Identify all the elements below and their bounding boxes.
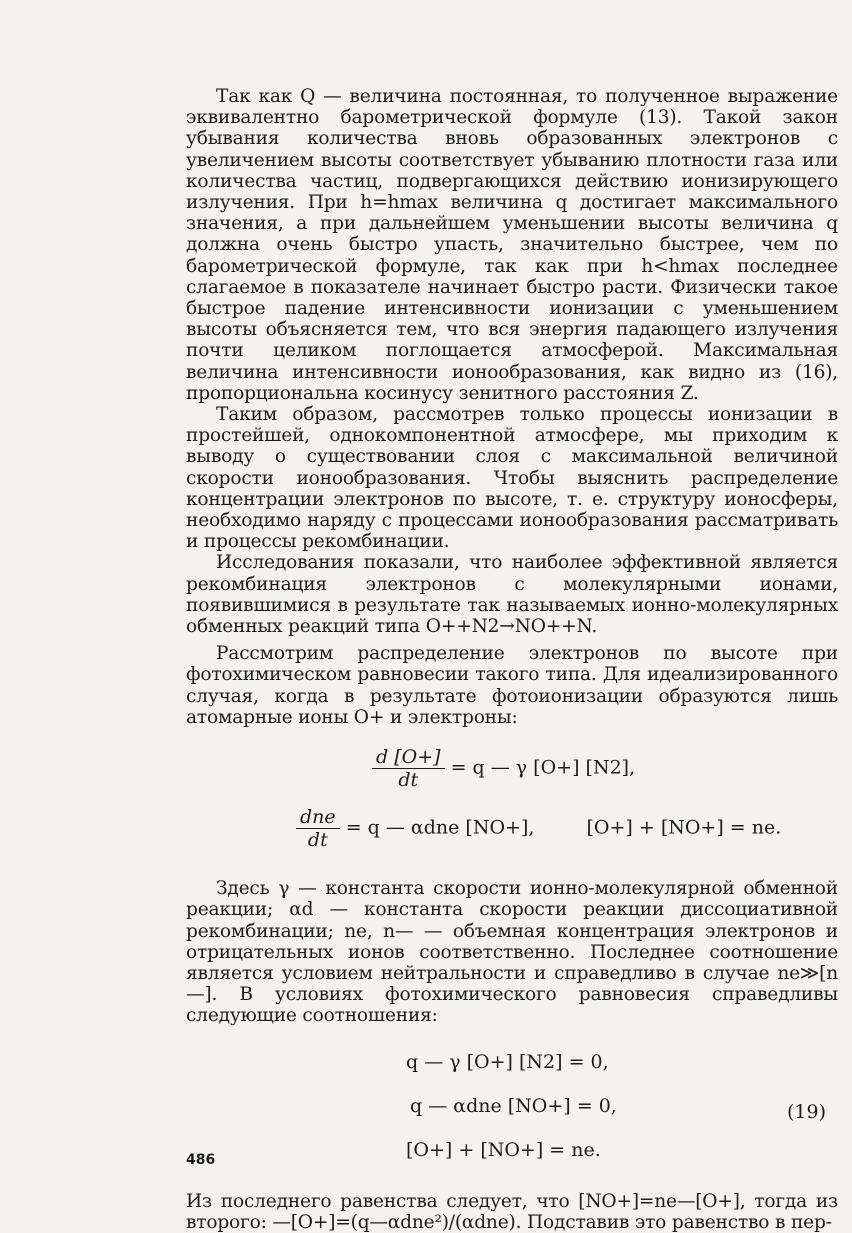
equation-2-condition: [O+] + [NO+] = ne.	[586, 816, 782, 839]
equation-1-rhs: = q — γ [O+] [N2],	[450, 756, 636, 779]
paragraph-6: Из последнего равенства следует, что [NO+]=ne—[O+], тогда из второго: —[O+]=(q—αdne²)/(αdne). Подставив это равенство в пер-	[186, 1190, 838, 1233]
paragraph-5: Здесь γ — константа скорости ионно-молекулярной обменной реакции; αd — константа скорости реакции диссоциативной рекомбинации; ne, n— — объемная концентрация электронов и отрицательных ионов соответственно. Последнее соотношение является условием нейтральности и справедливо в случае ne≫[n—]. В условиях фотохимического равновесия справедливы следующие соотношения:	[186, 878, 838, 1027]
equation-system-line-1: q — γ [O+] [N2] = 0,	[406, 1050, 609, 1073]
equation-1-numerator: d [O+]	[372, 746, 445, 769]
paragraph-4: Рассмотрим распределение электронов по высоте при фотохимическом равновесии такого типа. Для идеализированного случая, когда в результате фотоионизации образуются лишь атомарные ионы O+ и электроны:	[186, 643, 838, 728]
equation-2-rhs: = q — αdne [NO+],	[345, 816, 535, 839]
paragraph-1: Так как Q — величина постоянная, то полученное выражение эквивалентно барометрической формуле (13). Такой закон убывания количества вновь образованных электронов с увеличением высоты соответствует убыванию плотности газа или количества частиц, подвергающихся действию ионизирующего излучения. При h=hmax величина q достигает максимального значения, а при дальнейшем уменьшении высоты величина q должна очень быстро упасть, значительно быстрее, чем по барометрической формуле, так как при h<hmax последнее слагаемое в показателе начинает быстро расти. Физически такое быстрое падение интенсивности ионизации с уменьшением высоты объясняется тем, что вся энергия падающего излучения почти целиком поглощается атмосферой. Максимальная величина интенсивности ионообразования, как видно из (16), пропорциональна косинусу зенитного расстояния Z.	[186, 86, 838, 404]
equation-1-denominator: dt	[398, 769, 419, 792]
paragraph-3: Исследования показали, что наиболее эффективной является рекомбинация электронов с молекулярными ионами, появившимися в результате так называемых ионно-молекулярных обменных реакций типа O++N2→NO++N.	[186, 552, 838, 638]
page-body	[186, 86, 838, 1233]
paragraph-2: Таким образом, рассмотрев только процессы ионизации в простейшей, однокомпонентной атмосфере, мы приходим к выводу о существовании слоя с максимальной величиной скорости ионообразования. Чтобы выяснить распределение концентрации электронов по высоте, т. е. структуру ионосферы, необходимо наряду с процессами ионообразования рассматривать и процессы рекомбинации.	[186, 404, 838, 553]
equation-2-numerator: dne	[296, 806, 340, 829]
equation-2-denominator: dt	[307, 829, 328, 852]
page-number: 486	[186, 1152, 216, 1168]
equation-system-line-3: [O+] + [NO+] = ne.	[406, 1138, 601, 1161]
equation-number: (19)	[786, 1100, 826, 1123]
equation-1	[186, 746, 838, 798]
equation-system-19	[186, 1051, 838, 1181]
equation-system-line-2: q — αdne [NO+] = 0,	[410, 1094, 617, 1117]
equation-2-fraction	[296, 806, 340, 851]
equation-1-fraction	[372, 746, 445, 791]
equation-2	[186, 806, 838, 858]
